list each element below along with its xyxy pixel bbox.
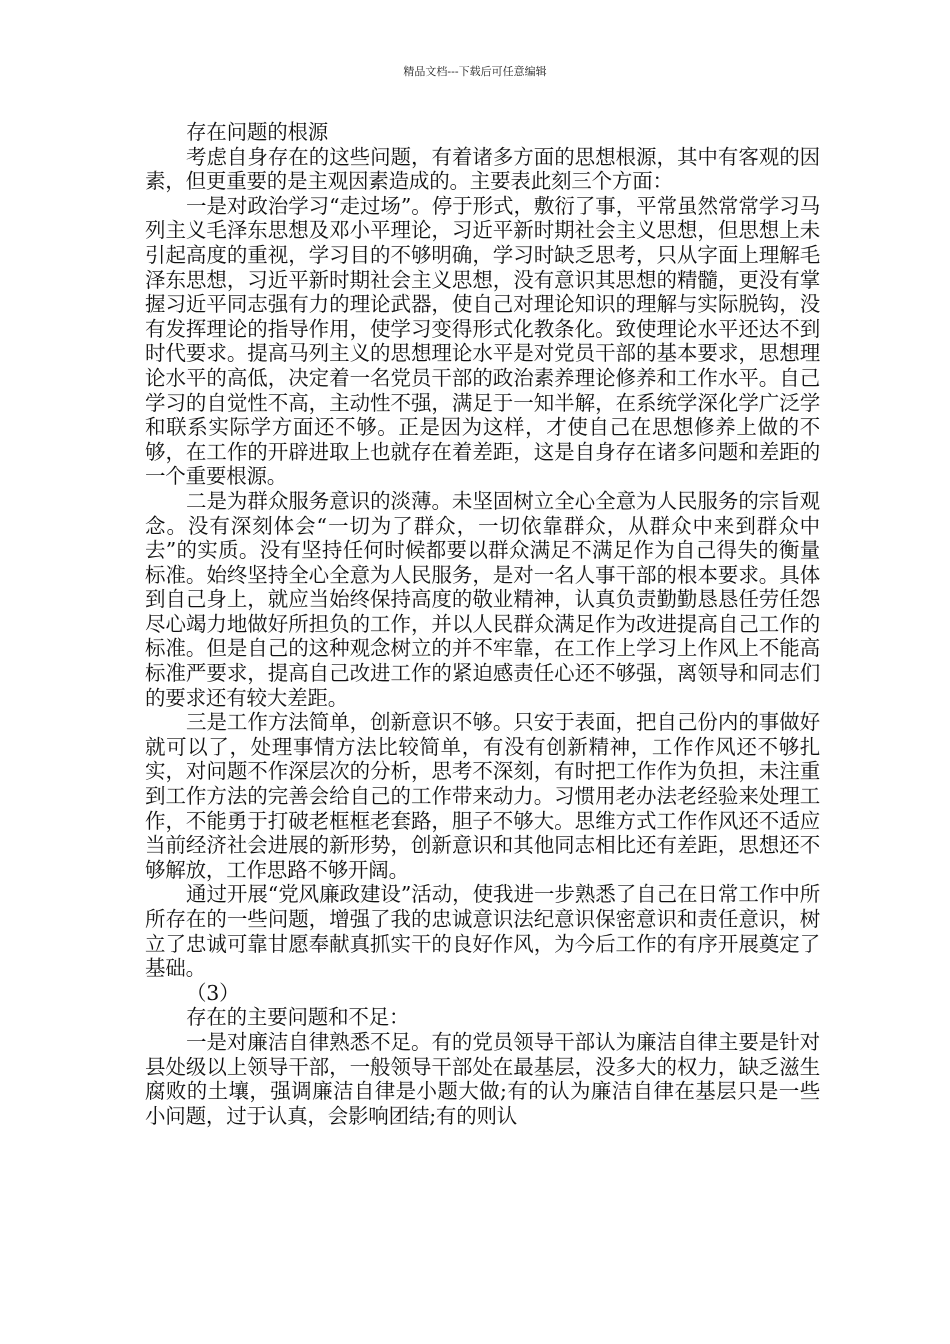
paragraph-conclusion: 通过开展“党风廉政建设”活动，使我进一步熟悉了自己在日常工作中所所存在的一些问题，增强了我的忠诚意识法纪意识保密意识和责任意识，树立了忠诚可靠甘愿奉献真抓实干的良好作风，为今后工作的有序开展奠定了基础。 <box>145 882 820 981</box>
paragraph-intro: 考虑自身存在的这些问题，有着诸多方面的思想根源，其中有客观的因素，但更重要的是主观因素造成的。主要表此刻三个方面： <box>145 144 820 194</box>
section-number: （3） <box>186 980 240 1005</box>
paragraph-self-discipline: 一是对廉洁自律熟悉不足。有的党员领导干部认为廉洁自律主要是针对县处级以上领导干部，一般领导干部处在最基层，没多大的权力，缺乏滋生腐败的土壤，强调廉洁自律是小题大做;有的认为廉洁自律在基层只是一些小问题，过于认真，会影响团结;有的则认 <box>145 1029 820 1128</box>
paragraph-mass-service: 二是为群众服务意识的淡薄。未坚固树立全心全意为人民服务的宗旨观念。没有深刻体会“一切为了群众，一切依靠群众，从群众中来到群众中去”的实质。没有坚持任何时候都要以群众满足不满足作为自己得失的衡量标准。始终坚持全心全意为人民服务，是对一名人事干部的根本要求。具体到自己身上，就应当始终保持高度的敬业精神，认真负责勤勤恳恳任劳任怨尽心竭力地做好所担负的工作，并以人民群众满足作为改进提高自己工作的标准。但是自己的这种观念树立的并不牢靠，在工作上学习上作风上不能高标准严要求，提高自己改进工作的紧迫感责任心还不够强，离领导和同志们的要求还有较大差距。 <box>145 488 820 710</box>
document-body <box>145 120 820 1128</box>
section-heading-roots: 存在问题的根源 <box>186 120 329 144</box>
section-heading-problems: 存在的主要问题和不足： <box>186 1005 410 1030</box>
paragraph-work-methods: 三是工作方法简单，创新意识不够。只安于表面，把自己份内的事做好就可以了，处理事情方法比较简单，有没有创新精神，工作作风还不够扎实，对问题不作深层次的分析，思考不深刻，有时把工作作为负担，未注重到工作方法的完善会给自己的工作带来动力。习惯用老办法老经验来处理工作，不能勇于打破老框框老套路，胆子不够大。思维方式工作作风还不适应当前经济社会进展的新形势，创新意识和其他同志相比还有差距，思想还不够解放，工作思路不够开阔。 <box>145 710 820 882</box>
page-header: 精品文档---下载后可任意编辑 <box>403 65 547 78</box>
paragraph-political-study: 一是对政治学习“走过场”。停于形式，敷衍了事，平常虽然常常学习马列主义毛泽东思想及邓小平理论，习近平新时期社会主义思想，但思想上未引起高度的重视，学习目的不够明确，学习时缺乏思考，只从字面上理解毛泽东思想，习近平新时期社会主义思想，没有意识其思想的精髓，更没有掌握习近平同志强有力的理论武器，使自己对理论知识的理解与实际脱钩，没有发挥理论的指导作用，使学习变得形式化教条化。致使理论水平还达不到时代要求。提高马列主义的思想理论水平是对党员干部的基本要求，思想理论水平的高低，决定着一名党员干部的政治素养理论修养和工作水平。自己学习的自觉性不高，主动性不强，满足于一知半解，在系统学深化学广泛学和联系实际学方面还不够。正是因为这样，才使自己在思想修养上做的不够，在工作的开辟进取上也就存在着差距，这是自身存在诸多问题和差距的一个重要根源。 <box>145 193 820 489</box>
